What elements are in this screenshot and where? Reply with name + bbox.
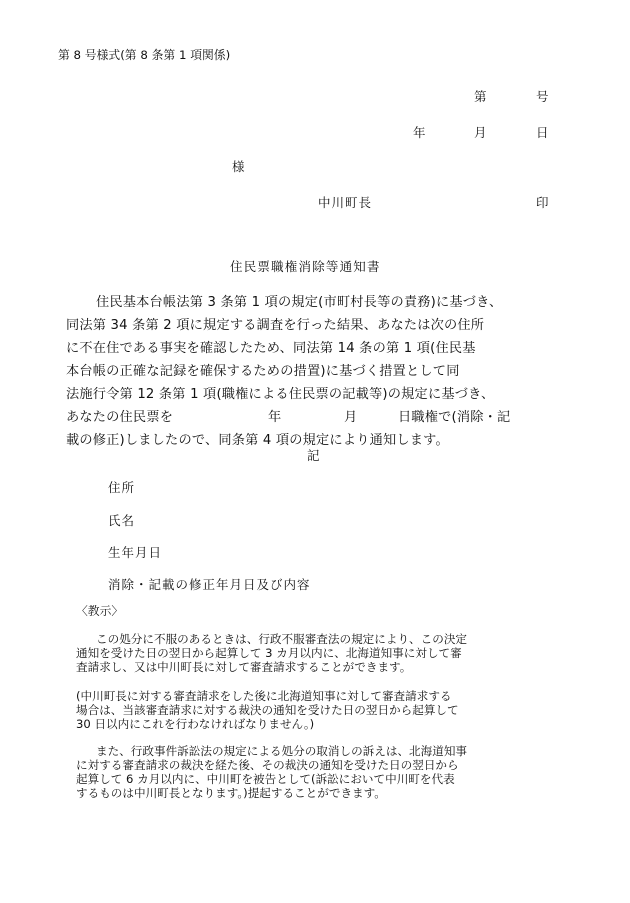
kyoji-para3-line-2: に対する審査請求の裁決を経た後、その裁決の通知を受けた日の翌日から <box>76 758 459 772</box>
kyoji-para3-line-4: するものは中川町長となります。)提起することができます。 <box>76 786 386 800</box>
body-line-3: に不在住である事実を確認したため、同法第 14 条の第 1 項(住民基 <box>66 341 476 356</box>
field-address: 住所 <box>108 480 136 495</box>
body-line-4: 本台帳の正確な記録を確保するための措置)に基づく措置として同 <box>66 364 460 379</box>
body-line-6-prefix: あなたの住民票を <box>66 410 174 425</box>
issuer-name: 中川町長 <box>318 195 373 210</box>
kyoji-para1-line-3: 査請求し、又は中川町長に対して審査請求することができます。 <box>76 660 412 674</box>
kyoji-heading: 〈教示〉 <box>76 604 124 618</box>
date-year: 年 <box>413 125 426 140</box>
body-line-6-month: 月 <box>344 410 358 425</box>
addressee-sama: 様 <box>232 159 245 174</box>
kyoji-para1-line-2: 通知を受けた日の翌日から起算して 3 カ月以内に、北海道知事に対して審 <box>76 646 462 660</box>
kyoji-para2-line-1: (中川町長に対する審査請求をした後に北海道知事に対して審査請求する <box>76 689 452 703</box>
kyoji-para2-line-3: 30 日以内にこれを行わなければなりません。) <box>76 717 315 731</box>
kyoji-para3-line-3: 起算して 6 カ月以内に、中川町を被告として(訴訟において中川町を代表 <box>76 772 455 786</box>
body-line-7: 載の修正)しましたので、同条第 4 項の規定により通知します。 <box>66 433 449 448</box>
body-line-6-suffix: 日職権で(消除・記 <box>398 410 511 425</box>
body-line-5: 法施行令第 12 条第 1 項(職権による住民票の記載等)の規定に基づき、 <box>66 387 495 402</box>
field-name: 氏名 <box>108 513 136 528</box>
date-month: 月 <box>474 125 487 140</box>
field-correction: 消除・記載の修正年月日及び内容 <box>108 577 311 592</box>
kyoji-para3-line-1: また、行政事件訴訟法の規定による処分の取消しの訴えは、北海道知事 <box>96 744 468 758</box>
body-line-2: 同法第 34 条第 2 項に規定する調査を行った結果、あなたは次の住所 <box>66 318 485 333</box>
body-line-1: 住民基本台帳法第 3 条第 1 項の規定(市町村長等の責務)に基づき、 <box>96 295 503 310</box>
seal-mark: 印 <box>536 195 549 210</box>
kyoji-para2-line-2: 場合は、当該審査請求に対する裁決の通知を受けた日の翌日から起算して <box>76 703 459 717</box>
document-number-go: 号 <box>536 89 549 104</box>
date-day: 日 <box>536 125 549 140</box>
form-label: 第 8 号様式(第 8 条第 1 項関係) <box>58 48 231 62</box>
kyoji-para1-line-1: この処分に不服のあるときは、行政不服審査法の規定により、この決定 <box>96 632 468 646</box>
body-line-6-year: 年 <box>268 410 282 425</box>
document-title: 住民票職権消除等通知書 <box>230 259 381 274</box>
ki-heading: 記 <box>307 448 320 463</box>
field-birthdate: 生年月日 <box>108 545 163 560</box>
document-number-dai: 第 <box>474 89 487 104</box>
